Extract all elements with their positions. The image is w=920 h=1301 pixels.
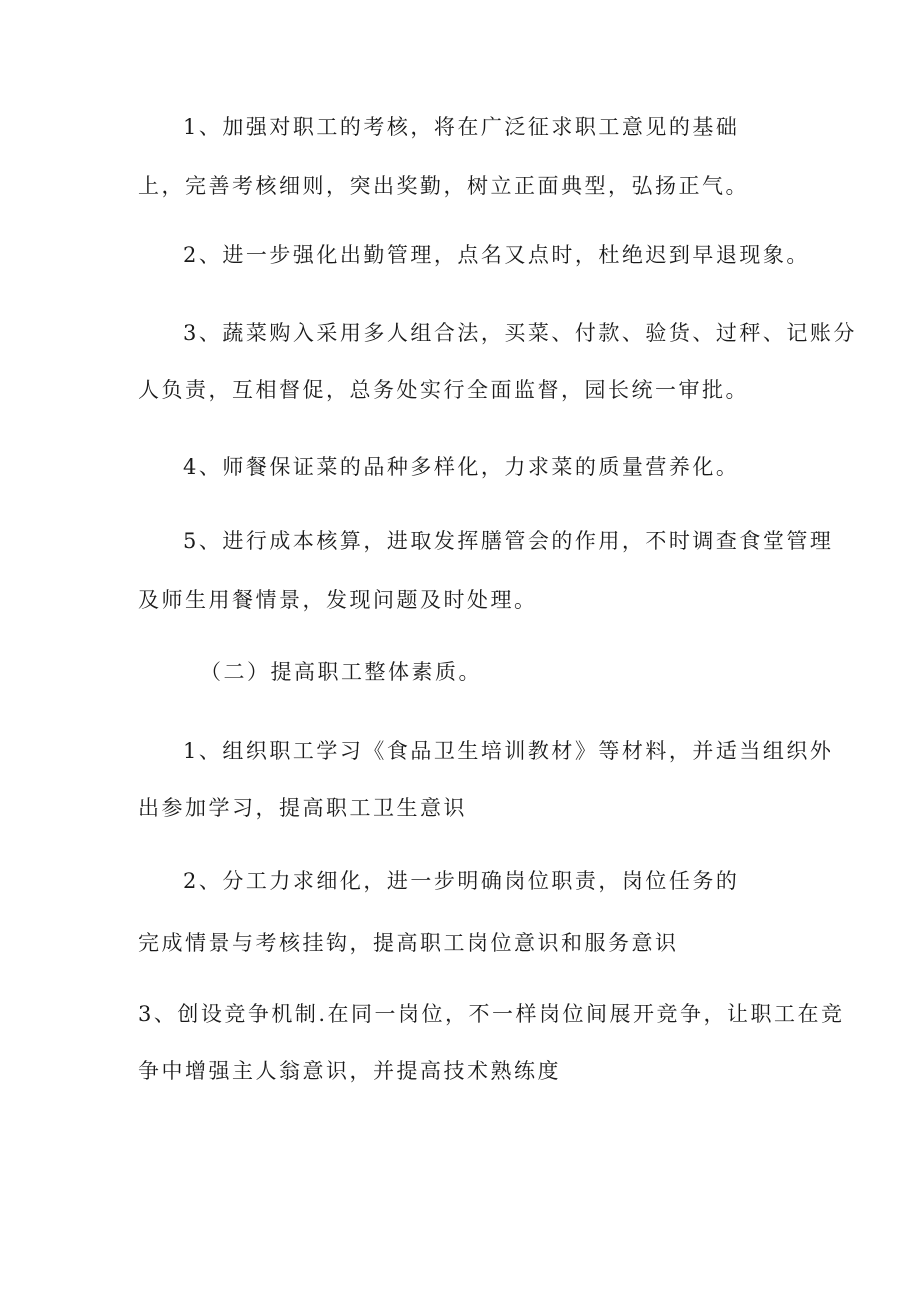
paragraph-5-line-2: 及师生用餐情景，发现问题及时处理。 bbox=[138, 588, 538, 612]
paragraph-2-line-1: 2、进一步强化出勤管理，点名又点时，杜绝迟到早退现象。 bbox=[183, 243, 810, 267]
paragraph-3-line-2: 人负责，互相督促，总务处实行全面监督，园长统一审批。 bbox=[138, 378, 749, 402]
paragraph-5-line-1: 5、进行成本核算，进取发挥膳管会的作用，不时调查食堂管理 bbox=[183, 529, 834, 553]
paragraph-6-line-2: 出参加学习，提高职工卫生意识 bbox=[138, 796, 467, 820]
paragraph-4-line-1: 4、师餐保证菜的品种多样化，力求菜的质量营养化。 bbox=[183, 455, 740, 479]
paragraph-8-line-2: 争中增强主人翁意识，并提高技术熟练度 bbox=[138, 1059, 561, 1083]
paragraph-6-line-1: 1、组织职工学习《食品卫生培训教材》等材料，并适当组织外 bbox=[183, 739, 834, 763]
paragraph-1-line-1: 1、加强对职工的考核，将在广泛征求职工意见的基础 bbox=[183, 115, 740, 139]
paragraph-1-line-2: 上，完善考核细则，突出奖勤，树立正面典型，弘扬正气。 bbox=[138, 174, 749, 198]
section-heading: （二）提高职工整体素质。 bbox=[200, 660, 482, 684]
paragraph-3-line-1: 3、蔬菜购入采用多人组合法，买菜、付款、验货、过秤、记账分 bbox=[183, 321, 857, 345]
paragraph-8-line-1: 3、创设竞争机制.在同一岗位，不一样岗位间展开竞争，让职工在竞 bbox=[138, 1002, 845, 1026]
paragraph-7-line-2: 完成情景与考核挂钩，提高职工岗位意识和服务意识 bbox=[138, 931, 679, 955]
paragraph-7-line-1: 2、分工力求细化，进一步明确岗位职责，岗位任务的 bbox=[183, 869, 740, 893]
